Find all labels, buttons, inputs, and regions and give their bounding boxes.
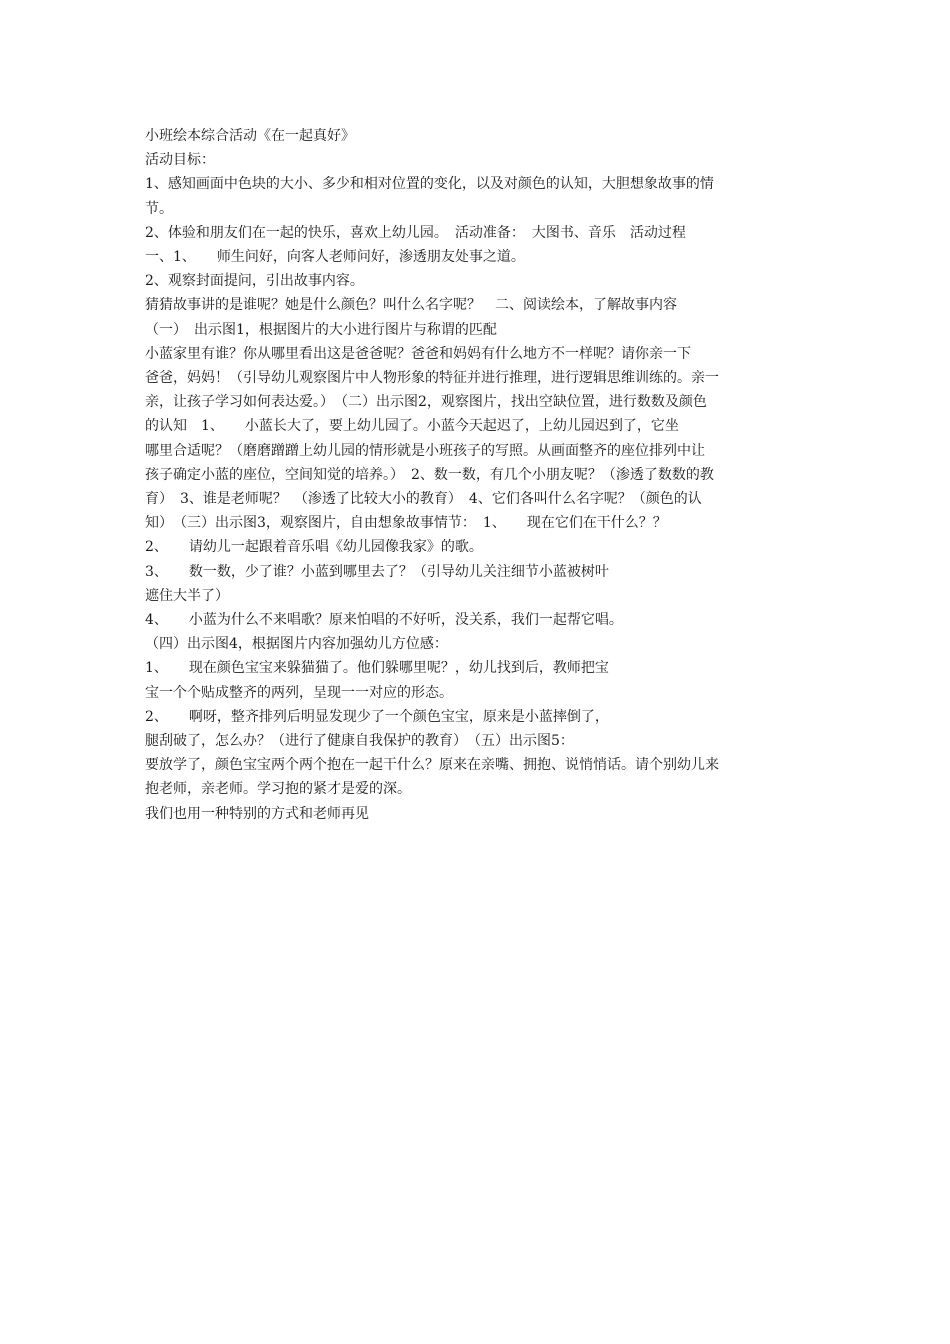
text-line: 4、 小蓝为什么不来唱歌？原来怕唱的不好听，没关系，我们一起帮它唱。 [145, 612, 623, 629]
text-line: 知） （三）出示图3，观察图片，自由想象故事情节： 1、 现在它们在干什么？？ [145, 515, 667, 532]
document-lines [145, 148, 809, 826]
text-line: 孩子确定小蓝的座位，空间知觉的培养。） 2、数一数，有几个小朋友呢？（渗透了数数的教 [145, 466, 714, 483]
text-line: 小蓝家里有谁？你从哪里看出这是爸爸呢？爸爸和妈妈有什么地方不一样呢？请你亲一下 [145, 345, 691, 362]
text-line: 宝一个个贴成整齐的两列，呈现一一对应的形态。 [145, 684, 453, 701]
text-line: 爸爸，妈妈！（引导幼儿观察图片中人物形象的特征并进行推理，进行逻辑思维训练的。亲一 [145, 370, 719, 387]
text-line: 3、 数一数，少了谁？小蓝到哪里去了？（引导幼儿关注细节小蓝被树叶 [145, 563, 609, 580]
text-line: 抱老师，亲老师。学习抱的紧才是爱的深。 [145, 781, 411, 798]
text-line: 2、体验和朋友们在一起的快乐，喜欢上幼儿园。 活动准备： 大图书、音乐 活动过程 [145, 224, 686, 241]
text-line: 活动目标： [145, 152, 215, 169]
text-line: 亲，让孩子学习如何表达爱。） （二）出示图2，观察图片，找出空缺位置，进行数数及颜色 [145, 394, 707, 411]
text-line: 要放学了，颜色宝宝两个两个抱在一起干什么？原来在亲嘴、拥抱、说悄悄话。请个别幼儿来 [145, 757, 719, 774]
text-line: 猜猜故事讲的是谁呢？她是什么颜色？叫什么名字呢？ 二、阅读绘本，了解故事内容 [145, 297, 677, 314]
text-line: 的认知 1、 小蓝长大了，要上幼儿园了。小蓝今天起迟了，上幼儿园迟到了，它坐 [145, 418, 679, 435]
text-line: 一、1、 师生问好，向客人老师问好，渗透朋友处事之道。 [145, 249, 525, 266]
text-line: 遮住大半了） [145, 587, 229, 604]
text-line: 节。 [145, 200, 173, 217]
text-line: 我们也用一种特别的方式和老师再见 [145, 805, 369, 822]
text-line: 2、观察封面提问，引出故事内容。 [145, 273, 364, 290]
text-line: 育） 3、谁是老师呢？ （渗透了比较大小的教育） 4、它们各叫什么名字呢？（颜色的认 [145, 491, 702, 508]
text-line: 哪里合适呢？（磨磨蹭蹭上幼儿园的情形就是小班孩子的写照。从画面整齐的座位排列中让 [145, 442, 705, 459]
text-line: （一） 出示图1，根据图片的大小进行图片与称谓的匹配 [145, 321, 497, 338]
text-line: 2、 请幼儿一起跟着音乐唱《幼儿园像我家》的歌。 [145, 539, 483, 556]
text-line: 2、 啊呀，整齐排列后明显发现少了一个颜色宝宝，原来是小蓝摔倒了， [145, 708, 609, 725]
document-title: 小班绘本综合活动《在一起真好》 [145, 128, 355, 144]
text-line: 腿刮破了，怎么办？（进行了健康自我保护的教育） （五）出示图5： [145, 733, 574, 750]
text-line: 1、 现在颜色宝宝来躲猫猫了。他们躲哪里呢？，幼儿找到后，教师把宝 [145, 660, 609, 677]
document-body [145, 124, 809, 826]
text-line: 1、感知画面中色块的大小、多少和相对位置的变化，以及对颜色的认知，大胆想象故事的情 [145, 176, 714, 193]
text-line: （四）出示图4，根据图片内容加强幼儿方位感： [145, 636, 448, 653]
